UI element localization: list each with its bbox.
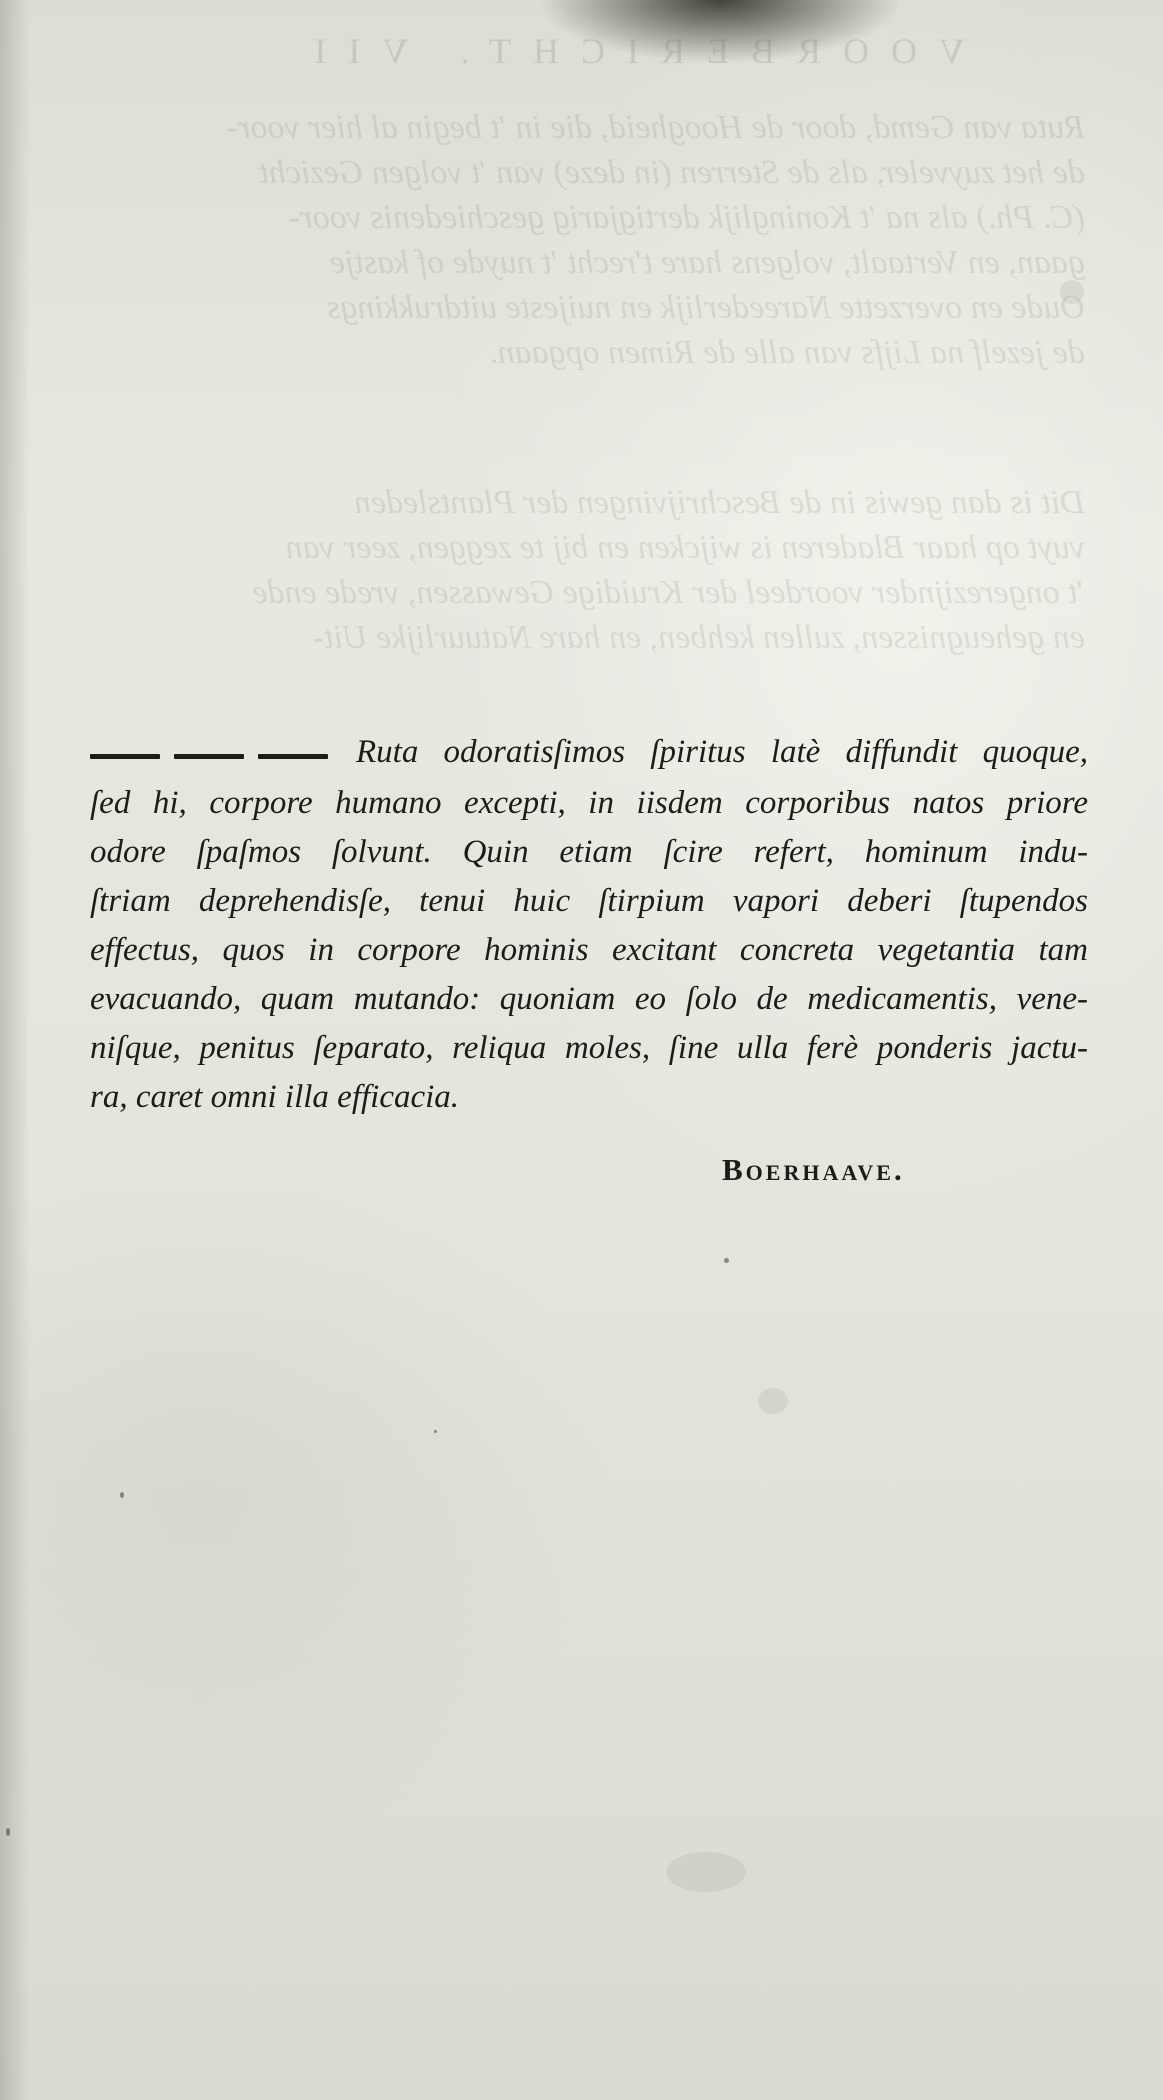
- bleed-through-line: en geheugnissen, zullen kehben, en hare Natuurlijke Uit-: [312, 619, 1085, 656]
- quotation-line: Ruta odoratisſimos ſpiritus latè diffundit quoque,: [356, 734, 1088, 770]
- page-edge-shadow: [0, 0, 30, 2100]
- quotation-line: evacuando, quam mutando: quoniam eo ſolo de medicamentis, vene-: [90, 980, 1088, 1017]
- paper-speck: [6, 1828, 10, 1836]
- bleed-through-line: de het zuyveler, als de Sterren (in deze) van 't volgen Gezicht: [259, 154, 1085, 191]
- paper-speck: [434, 1430, 437, 1433]
- bleed-through-line: (C. Ph.) als na 't Koninglijk dertigjarig geschiedenis voor-: [288, 199, 1085, 236]
- paper-stain: [666, 1852, 746, 1892]
- quotation-line: ſed hi, corpore humano excepti, in iisdem corporibus natos priore: [90, 784, 1088, 821]
- em-dash-rule: [90, 730, 342, 779]
- bleed-through-line: gaan, en Vertaalt, volgens hare t'recht 't nuyde of kastje: [329, 244, 1085, 281]
- quotation-last-line: ra, caret omni illa efficacia.: [90, 1078, 460, 1115]
- bleed-through-heading: VOORBERICHT. VII: [292, 31, 965, 71]
- paper-speck: [120, 1492, 124, 1498]
- paper-stain: [1060, 280, 1084, 304]
- bleed-through-line: Dit is dan gewis in de Beschrijvingen der Plantsleden: [354, 484, 1085, 521]
- bleed-through-line: 't ongerezijnder voordeel der Kruidige Gewassen, vrede ende: [252, 574, 1085, 611]
- quotation-first-line: [90, 728, 1088, 779]
- bleed-through-line: Oude en overzette Nareederlijk en nuijeste uitdrukkings: [327, 289, 1085, 326]
- quotation-line: niſque, penitus ſeparato, reliqua moles, ſine ulla ferè ponderis jactu-: [90, 1029, 1088, 1066]
- quotation-line: effectus, quos in corpore hominis excitant concreta vegetantia tam: [90, 931, 1088, 968]
- paper-stain: [758, 1388, 788, 1414]
- paper-speck: [724, 1258, 729, 1263]
- author-signature: Boerhaave.: [722, 1152, 905, 1187]
- latin-quotation: [90, 728, 1088, 1122]
- bleed-through-line: vuyt op haar Bladeren is wijcken en bij te zeggen, zeer van: [285, 529, 1085, 566]
- quotation-line: ſtriam deprehendisſe, tenui huic ſtirpium vapori deberi ſtupendos: [90, 882, 1088, 919]
- bleed-through-line: de jezelf na Lijfs van alle de Rimen opgaan.: [489, 334, 1085, 371]
- quotation-line: odore ſpaſmos ſolvunt. Quin etiam ſcire refert, hominum indu-: [90, 833, 1088, 870]
- bleed-through-line: Ruta van Gemd, door de Hoogheid, die in 't begin al hier voor-: [226, 109, 1085, 146]
